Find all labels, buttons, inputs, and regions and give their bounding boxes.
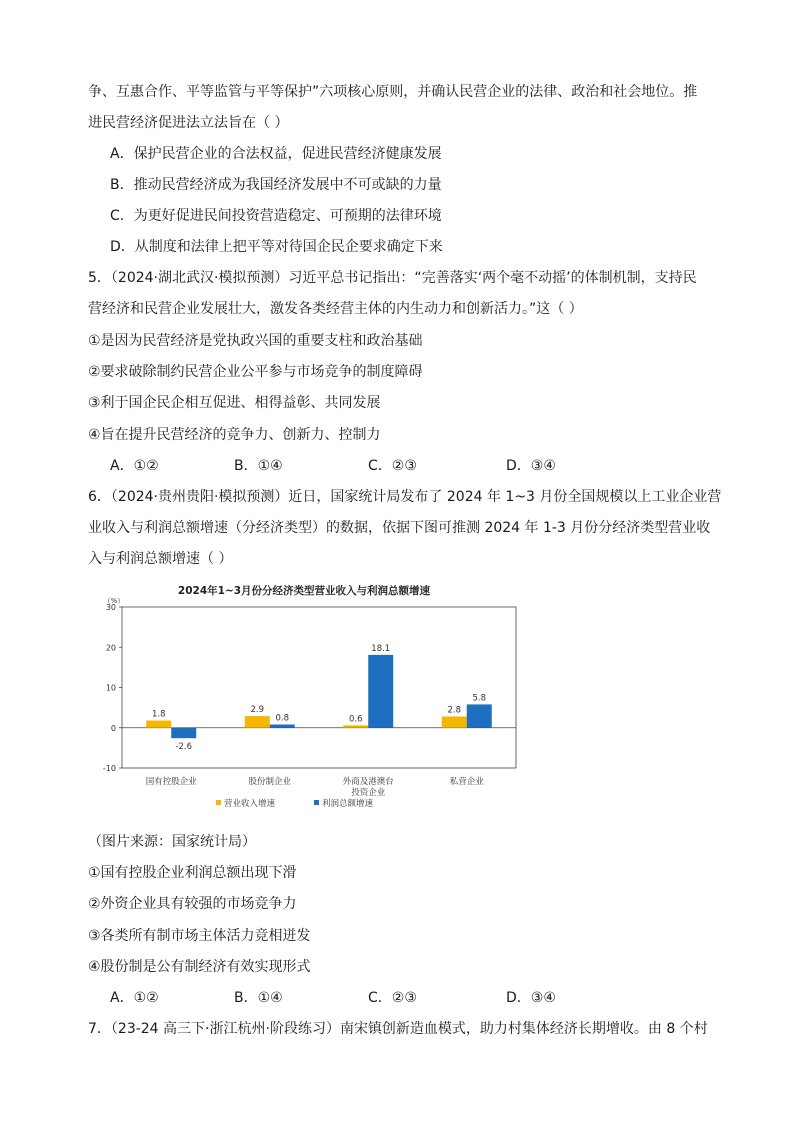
q5-stem-line2: 营经济和民营企业发展壮大，激发各类经营主体的内生动力和创新活力。”这（ ） <box>88 301 583 317</box>
q6-choice-a: A．①② <box>110 990 159 1006</box>
q6-choice-d: D．③④ <box>506 990 556 1006</box>
bar-data-label: 0.6 <box>348 714 363 725</box>
x-category-label: 投资企业 <box>351 788 386 798</box>
chart-y-unit: （%） <box>103 597 125 605</box>
q5-stem-line1: 5．（2024·湖北武汉·模拟预测）习近平总书记指出：“完善落实‘两个毫不动摇’的体制机制，支持民 <box>88 270 697 286</box>
bar-data-label: 5.8 <box>472 693 487 704</box>
q4-stem-line2: 进民营经济促进法立法旨在（ ） <box>88 115 289 131</box>
legend-swatch <box>216 800 221 805</box>
q5-statement-2: ②要求破除制约民营企业公平参与市场竞争的制度障碍 <box>88 364 423 380</box>
q6-stem-line1: 6．（2024·贵州贵阳·模拟预测）近日，国家统计局发布了 2024 年 1~3 月份全国规模以上工业企业营 <box>88 489 722 505</box>
growth-bar-chart <box>88 574 520 818</box>
chart-title: 2024年1~3月份分经济类型营业收入与利润总额增速 <box>177 585 431 597</box>
q5-statement-3: ③利于国企民企相互促进、相得益彰、共同发展 <box>88 395 381 411</box>
q6-statement-3: ③各类所有制市场主体活力竞相迸发 <box>88 928 311 944</box>
q5-choice-a: A．①② <box>110 458 159 474</box>
q5-choice-d: D．③④ <box>506 458 556 474</box>
q7-stem-line1: 7．（23-24 高三下·浙江杭州·阶段练习）南宋镇创新造血模式，助力村集体经济长期增收。由 8 个村 <box>88 1021 708 1037</box>
q6-statement-1: ①国有控股企业利润总额出现下滑 <box>88 865 297 881</box>
bar-profit <box>270 725 295 728</box>
q6-statement-4: ④股份制是公有制经济有效实现形式 <box>88 959 311 975</box>
bar-data-label: 18.1 <box>371 643 391 654</box>
bar-data-label: -2.6 <box>175 742 193 753</box>
q4-option-a: A．保护民营企业的合法权益，促进民营经济健康发展 <box>110 146 442 162</box>
bar-profit <box>171 728 196 738</box>
q6-choice-c: C．②③ <box>368 990 417 1006</box>
q6-image-source: （图片来源：国家统计局） <box>88 834 256 850</box>
bar-revenue <box>146 721 171 728</box>
legend-label: 利润总额增速 <box>322 799 374 809</box>
x-category-label: 国有控股企业 <box>145 777 197 787</box>
q5-statement-4: ④旨在提升民营经济的竞争力、创新力、控制力 <box>88 427 381 443</box>
bar-data-label: 2.8 <box>447 705 462 716</box>
bar-revenue <box>343 725 368 727</box>
q6-stem-line2: 业收入与利润总额增速（分经济类型）的数据，依据下图可推测 2024 年 1-3 月份分经济类型营业收 <box>88 520 711 536</box>
bar-profit <box>467 704 492 727</box>
bar-profit <box>368 655 393 728</box>
y-tick-label: 20 <box>105 643 116 653</box>
y-tick-label: -10 <box>102 764 116 773</box>
q6-statement-2: ②外资企业具有较强的市场竞争力 <box>88 896 297 912</box>
x-category-label: 私营企业 <box>449 777 484 787</box>
q4-option-c: C．为更好促进民间投资营造稳定、可预期的法律环境 <box>110 208 442 224</box>
q5-choice-c: C．②③ <box>368 458 417 474</box>
q6-stem-line3: 入与利润总额增速（ ） <box>88 551 233 567</box>
q5-choice-b: B．①④ <box>234 458 283 474</box>
q4-option-d: D．从制度和法律上把平等对待国企民企要求确定下来 <box>110 239 443 255</box>
q5-statement-1: ①是因为民营经济是党执政兴国的重要支柱和政治基础 <box>88 333 423 349</box>
bar-data-label: 1.8 <box>151 709 166 720</box>
q4-stem-line1: 争、互惠合作、平等监管与平等保护”六项核心原则，并确认民营企业的法律、政治和社会地位。推 <box>88 84 698 100</box>
y-tick-label: 0 <box>110 723 116 733</box>
legend-swatch <box>314 800 319 805</box>
legend-label: 营业收入增速 <box>224 799 276 809</box>
bar-revenue <box>442 716 467 727</box>
q4-option-b: B．推动民营经济成为我国经济发展中不可或缺的力量 <box>110 177 442 193</box>
y-tick-label: 30 <box>105 603 116 612</box>
x-category-label: 外商及港澳台 <box>342 777 394 787</box>
q6-choice-b: B．①④ <box>234 990 283 1006</box>
x-category-label: 股份制企业 <box>248 777 292 787</box>
bar-data-label: 0.8 <box>275 713 290 724</box>
y-tick-label: 10 <box>105 683 116 693</box>
bar-data-label: 2.9 <box>250 705 265 716</box>
bar-revenue <box>245 716 270 728</box>
